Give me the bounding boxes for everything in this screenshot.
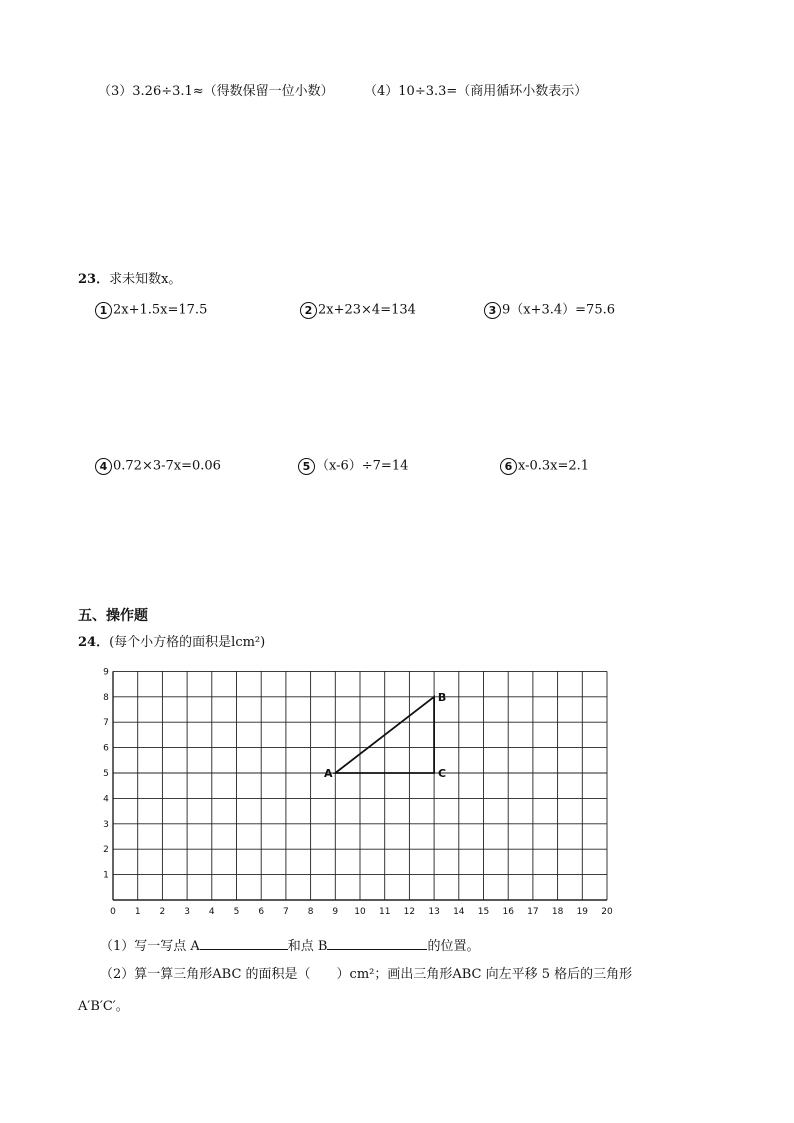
equation-6 (500, 458, 589, 475)
circled-number-3: 3 (484, 302, 501, 319)
section-heading: 五、操作题 (78, 608, 148, 624)
q23-number: 23． (78, 272, 110, 287)
x-tick-label: 11 (378, 907, 391, 917)
x-tick-label: 13 (428, 907, 440, 917)
q22-item-4: （4）10÷3.3=（商用循环小数表示） (364, 84, 588, 99)
equation-4-text: 0.72×3-7x=0.06 (113, 458, 221, 474)
coordinate-grid (98, 668, 618, 920)
equation-2-text: 2x+23×4=134 (318, 302, 416, 318)
y-tick-label: 5 (103, 769, 109, 779)
q24-sub1-text-a: （1）写一写点 A (100, 939, 200, 954)
equation-1-text: 2x+1.5x=17.5 (113, 302, 208, 318)
q23-title (78, 272, 181, 288)
y-tick-label: 9 (103, 668, 109, 678)
circled-number-2: 2 (300, 302, 317, 319)
x-tick-label: 17 (527, 907, 539, 917)
circled-number-4: 4 (95, 458, 112, 475)
vertex-label-c: C (438, 767, 447, 780)
x-tick-label: 8 (307, 907, 314, 917)
x-tick-label: 9 (332, 907, 339, 917)
circled-number-5: 5 (298, 458, 315, 475)
y-tick-label: 2 (103, 845, 109, 856)
q24-sub1 (100, 936, 480, 955)
y-tick-label: 8 (103, 692, 109, 703)
y-tick-label: 4 (103, 794, 109, 805)
equation-3-text: 9（x+3.4）=75.6 (502, 302, 616, 318)
y-tick-label: 1 (103, 870, 109, 881)
q23-title-text: 求未知数x。 (109, 272, 182, 287)
equation-5 (298, 458, 408, 475)
x-tick-label: 3 (184, 907, 190, 917)
circled-number-6: 6 (500, 458, 517, 475)
x-tick-label: 12 (403, 907, 416, 917)
x-tick-label: 16 (502, 907, 514, 917)
x-tick-label: 1 (134, 907, 141, 917)
equation-4 (95, 458, 221, 475)
equation-6-text: x-0.3x=2.1 (518, 458, 590, 474)
q22-item-3: （3）3.26÷3.1≈（得数保留一位小数） (98, 84, 334, 99)
q24-number: 24． (78, 635, 110, 650)
y-tick-label: 3 (103, 819, 109, 830)
equation-1 (95, 302, 207, 319)
vertex-label-a: A (324, 767, 333, 780)
answer-blank-a[interactable] (200, 936, 288, 950)
equation-2 (300, 302, 416, 319)
x-tick-label: 18 (551, 907, 564, 917)
equation-5-text: （x-6）÷7=14 (316, 458, 409, 474)
q24-title-text: (每个小方格的面积是lcm²) (109, 635, 266, 650)
q24-title (78, 635, 265, 651)
x-tick-label: 14 (453, 907, 465, 917)
q24-sub2-line2: A′B′C′。 (78, 999, 129, 1014)
x-tick-label: 20 (601, 907, 613, 917)
equation-3 (484, 302, 615, 319)
x-tick-label: 4 (208, 907, 215, 917)
x-tick-label: 7 (283, 907, 289, 917)
x-tick-label: 0 (110, 907, 116, 917)
x-tick-label: 5 (233, 907, 240, 917)
x-tick-label: 19 (576, 907, 589, 917)
circled-number-1: 1 (95, 302, 112, 319)
y-tick-label: 7 (103, 718, 109, 729)
x-tick-label: 2 (159, 907, 166, 917)
q24-sub1-text-c: 的位置。 (427, 939, 480, 954)
y-tick-label: 6 (103, 743, 109, 754)
q24-sub2-line1: （2）算一算三角形ABC 的面积是（ ）cm²；画出三角形ABC 向左平移 5 格后的三角形 (100, 967, 633, 982)
x-tick-label: 6 (258, 907, 265, 917)
answer-blank-b[interactable] (327, 936, 427, 950)
q24-sub1-text-b: 和点 B (287, 939, 328, 954)
vertex-label-b: B (437, 690, 447, 704)
x-tick-label: 10 (354, 907, 366, 917)
x-tick-label: 15 (477, 907, 490, 917)
